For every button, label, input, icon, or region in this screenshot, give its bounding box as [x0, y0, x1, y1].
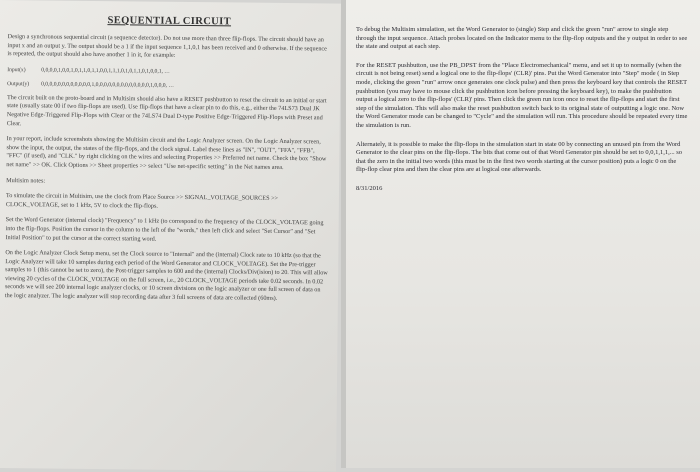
input-sequence-row [7, 66, 330, 77]
document-date: 8/31/2016 [356, 184, 383, 192]
multisim-notes-heading: Multisim notes: [6, 176, 46, 185]
input-sequence: 0,0,0,0,1,0,0,1,0,1,1,0,1,1,0,0,1,1,1,0,1,0,1,1,0,1,0,0,1, … [41, 67, 170, 75]
right-page [346, 0, 700, 468]
intro-paragraph: Design a synchronous sequential circuit (a sequence detector). Do not use more than three flip-flops. The circuit should have an input x and an output y. The output should be a 1 if the input sequence 1,1,0,1 has been received and 0 otherwise. If the sequence is repeated, the output should also have another 1 in it, for example: [7, 33, 327, 60]
word-generator-paragraph: Set the Word Generator (internal clock) "Frequency" to 1 kHz (to correspond to the frequency of the CLOCK_VOLTAGE going into the flip-flops. Position the cursor in the column to the left of the "words," then left click and select "Set Cursor" and "Set Initial Position" to put the cursor at the correct starting word. [5, 216, 324, 243]
output-sequence: 0,0,0,0,0,0,0,0,0,0,0,0,1,0,0,0,0,0,0,0,0,0,0,0,0,0,1,0,0,0, … [41, 81, 175, 89]
reset-paragraph: The circuit built on the proto-board and in Multisim should also have a RESET pushbutton to reset the circuit to an initial or start state (usually state 00 if two flip-flops are used). Use flip-flops that have a clear pin to do this, e.g., either the 74LS73 Dual JK Negative Edge-Triggered Flip-Flops with Clear or the 74LS74 Dual D-type Positive Edge-Triggered Flip-Flops with Preset and Clear. [6, 93, 327, 127]
output-label: Output(y) [7, 80, 30, 88]
output-sequence-row [7, 80, 330, 91]
document-title: SEQUENTIAL CIRCUIT [107, 15, 232, 28]
logic-analyzer-paragraph: On the Logic Analyzer Clock Setup menu, set the Clock source to "Internal" and the (internal) Clock rate to 10 kHz (so that the Logic Analyzer will take 10 samples during each period of the Word Generator and CLOCK_VOLTAGE). Set the Pre-trigger samples to 1 (this cannot be set to zero), the Post-trigger samples to 600 and the (internal) Clocks/Div(ision) to 20. This will allow viewing 20 cycles of the CLOCK_VOLTAGE on the full screen, i.e., 20 CLOCK_VOLTAGE periods take 0.02 seconds. In 0.02 seconds we will see 200 internal logic analyzer clocks, or 10 screen divisions on the logic analyzer or one full screen of data on the logic analyzer. The logic analyzer will stop recording data after 3 full screens of data are collected (60ms). [4, 249, 328, 302]
input-label: Input(x) [7, 66, 26, 74]
debug-paragraph: To debug the Multisim simulation, set the Word Generator to (single) Step and click the green "run" arrow to single step through the input sequence. Attach probes located on the Indicator menu to the flip-flop outputs and the y output in order to see the state and output at each step. [356, 26, 688, 51]
report-paragraph: In your report, include screenshots showing the Multisim circuit and the Logic Analyzer screen. On the Logic Analyzer screen, show the input, the output, the states of the flip-flops, and the clock signal. Label these lines as "IN", "OUT", "FFA", "FFB", "FFC" (if used), and "CLK." by right clicking on the wires and selecting Properties >> Preferred net name. Check the box "Show net name" >> OK. Click Options >> Sheet properties >> select "Use net-specific setting" in the Net names area. [6, 135, 327, 171]
alternate-reset-paragraph: Alternately, it is possible to make the flip-flops in the simulation start in state 00 by connecting an unused pin from the Word Generator to the clear pins on the flip-flops. The bits that come out of that Word Generator pin should be set to 0,0,1,1,1,... so that the zero in the initial two words (this must be in the first two words starting at the cursor position) puts a logic 0 on the flip-flop clear pins and then the clear pins are at logical one afterwards. [356, 140, 682, 174]
left-page [0, 0, 341, 472]
clock-paragraph: To simulate the circuit in Multisim, use the clock from Place Source >> SIGNAL_VOLTAGE_SOURCES >> CLOCK_VOLTAGE, set to 1 kHz, 5V to clock the flip-flops. [5, 192, 279, 210]
reset-pushbutton-paragraph: For the RESET pushbutton, use the PB_DPST from the "Place Electromechanical" menu, and set it up to normally (when the circuit is not being reset) send a logical one to the flip-flops' (CLR)' pins. Put the Word Generator into "Step" mode ( in Step mode, clicking the green "run" arrow once generates one clock pulse) and then press the keyboard key that controls the RESET pushbutton (you may have to mouse click the pushbutton icon before pressing the keyboard key), to make the pushbutton output a logical zero to the flip-flops' (CLR)' pins. Then click the green run icon once to reset the flip-flops and start the first step of the simulation. This will also make the reset pushbutton switch back to its original state of outputting a logic one. Now the Word Generator mode can be changed to "Cycle" and the simulation will run. This procedure should be repeated every time the simulation is run. [356, 61, 688, 129]
